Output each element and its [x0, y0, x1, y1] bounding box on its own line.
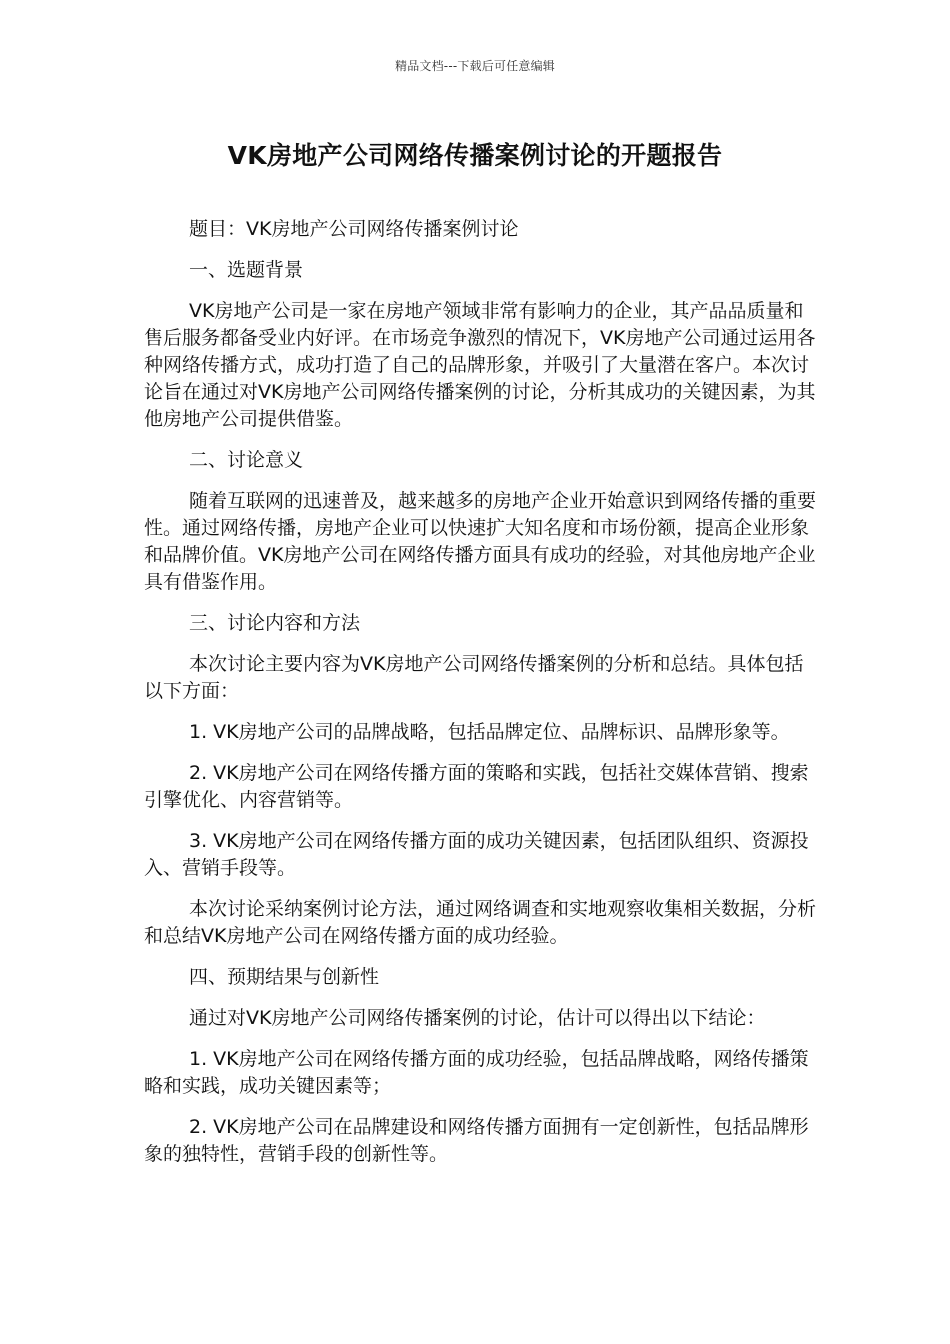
section-heading-content-method: 三、讨论内容和方法: [189, 612, 361, 634]
method-paragraph: 本次讨论采纳案例讨论方法，通过网络调查和实地观察收集相关数据，分析和总结VK房地产公司在网络传播方面的成功经验。: [144, 898, 817, 947]
content-list-item-2: 2. VK房地产公司在网络传播方面的策略和实践，包括社交媒体营销、搜索引擎优化、内容营销等。: [144, 762, 809, 811]
results-intro-paragraph: 通过对VK房地产公司网络传播案例的讨论，估计可以得出以下结论：: [189, 1007, 766, 1029]
content-list-item-3: 3. VK房地产公司在网络传播方面的成功关键因素，包括团队组织、资源投入、营销手段等。: [144, 830, 809, 879]
topic-line: 题目：VK房地产公司网络传播案例讨论: [189, 218, 519, 240]
section-heading-background: 一、选题背景: [189, 259, 304, 281]
results-list-item-1: 1. VK房地产公司在网络传播方面的成功经验，包括品牌战略，网络传播策略和实践，成功关键因素等；: [144, 1048, 809, 1097]
section-heading-significance: 二、讨论意义: [189, 449, 304, 471]
section-heading-results: 四、预期结果与创新性: [189, 966, 380, 988]
page-header: 精品文档---下载后可任意编辑: [395, 59, 555, 73]
document-body: [144, 216, 820, 1182]
results-list-item-2: 2. VK房地产公司在品牌建设和网络传播方面拥有一定创新性，包括品牌形象的独特性，营销手段的创新性等。: [144, 1116, 809, 1165]
document-title: VK房地产公司网络传播案例讨论的开题报告: [227, 141, 723, 170]
content-list-item-1: 1. VK房地产公司的品牌战略，包括品牌定位、品牌标识、品牌形象等。: [189, 721, 790, 743]
significance-paragraph: 随着互联网的迅速普及，越来越多的房地产企业开始意识到网络传播的重要性。通过网络传播，房地产企业可以快速扩大知名度和市场份额，提高企业形象和品牌价值。VK房地产公司在网络传播方面具有成功的经验，对其他房地产企业具有借鉴作用。: [144, 490, 817, 593]
content-intro-paragraph: 本次讨论主要内容为VK房地产公司网络传播案例的分析和总结。具体包括以下方面：: [144, 653, 804, 702]
background-paragraph: VK房地产公司是一家在房地产领域非常有影响力的企业，其产品品质量和售后服务都备受业内好评。在市场竞争激烈的情况下，VK房地产公司通过运用各种网络传播方式，成功打造了自己的品牌形象，并吸引了大量潜在客户。本次讨论旨在通过对VK房地产公司网络传播案例的讨论，分析其成功的关键因素，为其他房地产公司提供借鉴。: [144, 300, 816, 430]
